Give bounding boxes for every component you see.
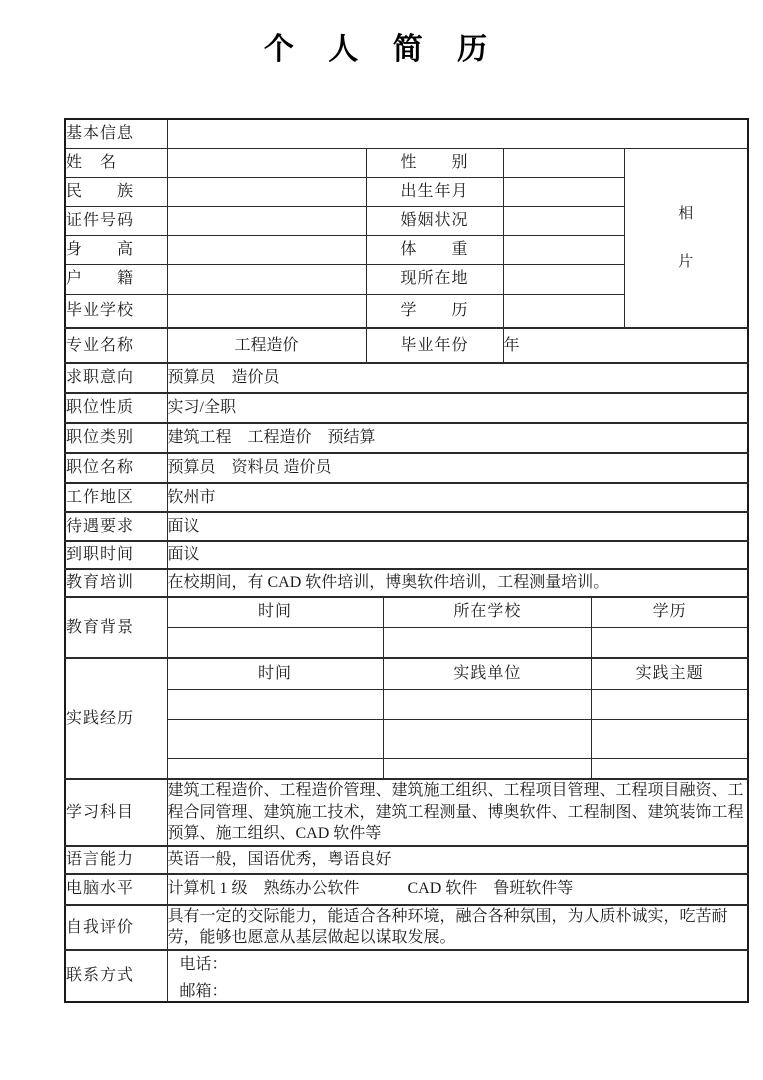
photo-label-char-1: 相 [678,205,694,222]
practice-subtable-cell [167,658,748,779]
field-value-marital-status[interactable] [503,206,624,235]
field-value-subjects[interactable]: 建筑工程造价、工程造价管理、建筑施工组织、工程项目管理、工程项目融资、工程合同管理、建筑施工技术，建筑工程测量、博奥软件、工程制图、建筑装饰工程预算、施工组织、CAD 软件等 [167,779,748,846]
education-background-section [65,597,748,658]
practice-unit-cell[interactable] [383,758,592,778]
field-label-self-evaluation: 自我评价 [65,905,167,950]
practice-subtable [168,659,748,778]
field-label-marital-status: 婚姻状况 [366,206,503,235]
basic-info-value-cell[interactable] [167,119,748,148]
education-empty-row [168,627,748,657]
practice-topic-cell[interactable] [592,719,747,758]
field-value-degree[interactable] [503,294,624,328]
table-row-job-intention [65,363,748,393]
field-label-position-name: 职位名称 [65,453,167,483]
column-header-practice-unit: 实践单位 [383,659,592,689]
field-value-graduation-year[interactable]: 年 [503,328,748,363]
resume-table [64,118,749,1003]
photo-label [625,204,748,273]
field-label-language: 语言能力 [65,846,167,874]
field-label-major: 专业名称 [65,328,167,363]
field-value-school[interactable] [167,294,366,328]
field-value-major[interactable]: 工程造价 [167,328,366,363]
page-title: 个 人 简 历 [263,32,500,67]
field-value-height[interactable] [167,235,366,264]
contact-lines [168,951,748,1001]
contact-phone-line[interactable]: 电话： [179,955,228,973]
field-value-work-area[interactable]: 钦州市 [167,483,748,512]
field-label-start-date: 到职时间 [65,541,167,569]
table-row-start-date [65,541,748,569]
section-label-basic-info: 基本信息 [65,119,167,148]
table-row-training [65,569,748,597]
table-row-position-category [65,423,748,453]
contact-email-line[interactable]: 邮箱： [179,982,228,1000]
practice-unit-cell[interactable] [383,689,592,719]
photo-label-char-2: 片 [678,253,694,270]
practice-experience-section [65,658,748,779]
field-label-birthdate: 出生年月 [366,177,503,206]
table-row-computer [65,874,748,905]
table-row-position-name [65,453,748,483]
field-value-weight[interactable] [503,235,624,264]
field-label-household: 户 籍 [65,264,167,294]
practice-unit-cell[interactable] [383,719,592,758]
practice-time-cell[interactable] [168,689,384,719]
field-value-position-category[interactable]: 建筑工程 工程造价 预结算 [167,423,748,453]
basic-info-header-row [65,119,748,148]
column-header-practice-topic: 实践主题 [592,659,747,689]
field-value-gender[interactable] [503,148,624,177]
table-row-self-evaluation [65,905,748,950]
field-value-position-name[interactable]: 预算员 资料员 造价员 [167,453,748,483]
field-value-current-location[interactable] [503,264,624,294]
photo-placeholder[interactable] [624,148,748,328]
column-header-degree: 学历 [592,598,747,627]
education-degree-cell[interactable] [592,627,747,657]
field-label-job-intention: 求职意向 [65,363,167,393]
field-value-language[interactable]: 英语一般，国语优秀，粤语良好 [167,846,748,874]
field-value-job-intention[interactable]: 预算员 造价员 [167,363,748,393]
table-row-work-area [65,483,748,512]
field-value-training[interactable]: 在校期间，有 CAD 软件培训，博奥软件培训，工程测量培训。 [167,569,748,597]
field-label-position-type: 职位性质 [65,393,167,423]
field-label-graduation-year: 毕业年份 [366,328,503,363]
education-subtable [168,598,748,657]
field-label-gender: 性 别 [366,148,503,177]
field-value-ethnicity[interactable] [167,177,366,206]
education-subtable-cell [167,597,748,658]
table-row-contact [65,950,748,1002]
column-header-time: 时间 [258,603,293,621]
section-label-practice: 实践经历 [65,658,167,779]
education-time-cell[interactable] [168,627,384,657]
field-label-id-number: 证件号码 [65,206,167,235]
field-label-work-area: 工作地区 [65,483,167,512]
field-label-salary: 待遇要求 [65,512,167,541]
field-value-start-date[interactable]: 面议 [167,541,748,569]
column-header-school: 所在学校 [383,598,592,627]
field-value-household[interactable] [167,264,366,294]
field-label-degree: 学 历 [366,294,503,328]
practice-topic-cell[interactable] [592,758,747,778]
practice-time-cell[interactable] [168,758,384,778]
contact-value-cell[interactable] [167,950,748,1002]
field-label-ethnicity: 民 族 [65,177,167,206]
education-header-row [168,598,748,627]
field-value-id-number[interactable] [167,206,366,235]
practice-empty-row [168,758,748,778]
field-label-position-category: 职位类别 [65,423,167,453]
field-value-position-type[interactable]: 实习/全职 [167,393,748,423]
practice-empty-row [168,719,748,758]
field-value-birthdate[interactable] [503,177,624,206]
field-value-salary[interactable]: 面议 [167,512,748,541]
section-label-education: 教育背景 [65,597,167,658]
field-label-current-location: 现所在地 [366,264,503,294]
field-value-computer[interactable]: 计算机 1 级 熟练办公软件 CAD 软件 鲁班软件等 [167,874,748,905]
table-row-salary [65,512,748,541]
field-label-training: 教育培训 [65,569,167,597]
practice-header-row [168,659,748,689]
practice-time-cell[interactable] [168,719,384,758]
education-school-cell[interactable] [383,627,592,657]
practice-empty-row [168,689,748,719]
field-label-height: 身 高 [65,235,167,264]
table-row-major [65,328,748,363]
field-value-self-evaluation[interactable]: 具有一定的交际能力，能适合各种环境，融合各种氛围，为人质朴诚实，吃苦耐劳，能够也愿意从基层做起以谋取发展。 [167,905,748,950]
field-label-name: 姓 名 [65,148,167,177]
table-row-subjects [65,779,748,846]
field-label-computer: 电脑水平 [65,874,167,905]
table-row-position-type [65,393,748,423]
field-label-weight: 体 重 [366,235,503,264]
field-label-school: 毕业学校 [65,294,167,328]
practice-topic-cell[interactable] [592,689,747,719]
table-row-name [65,148,748,177]
field-label-contact: 联系方式 [65,950,167,1002]
field-label-subjects: 学习科目 [65,779,167,846]
table-row-language [65,846,748,874]
field-value-name[interactable] [167,148,366,177]
column-header-practice-time: 时间 [258,664,293,682]
